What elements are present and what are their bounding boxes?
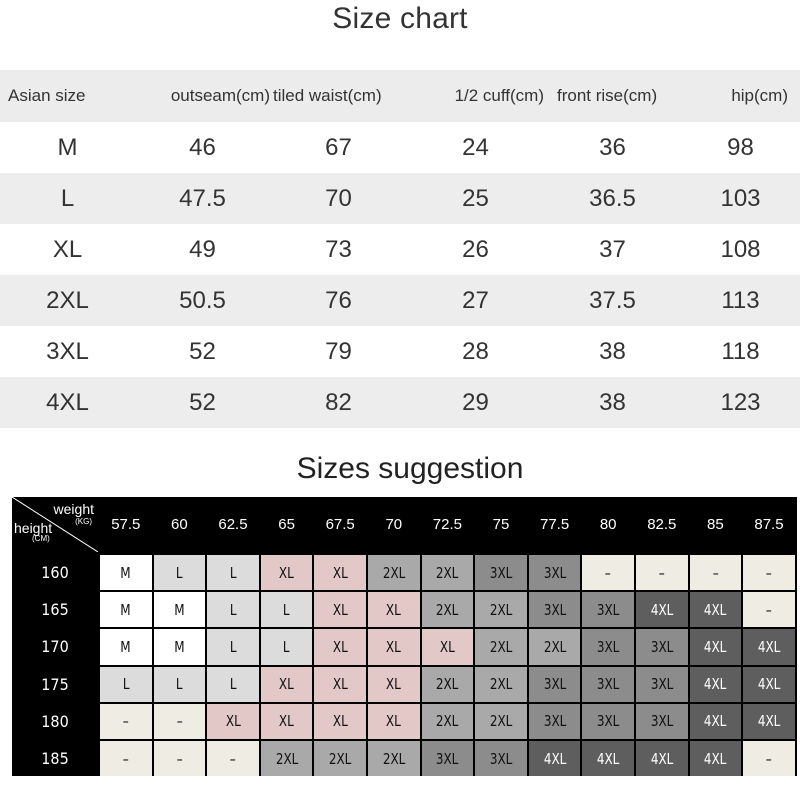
suggestion-cell-label: L [229,600,237,619]
suggestion-cell [529,629,581,664]
weight-header: 65 [261,497,313,552]
suggestion-cell-label: 4XL [543,749,566,768]
suggestion-cell-label: 2XL [489,637,513,656]
suggestion-cell [314,592,366,627]
suggestion-cell [475,704,527,739]
size-cell: 24 [407,122,544,173]
suggestion-cell-label: 2XL [489,675,513,694]
suggestion-cell-label: 2XL [436,600,459,619]
suggestion-cell-label: 3XL [489,563,513,582]
header-front-rise: front rise(cm) [544,70,681,122]
suggestion-cell-label: 2XL [543,637,566,656]
suggestion-cell [154,629,206,664]
suggestion-cell [207,667,259,702]
suggestion-cell [314,629,366,664]
suggestion-cell-label: 3XL [650,675,674,694]
suggestion-cell [529,704,581,739]
suggestion-cell-label: 4XL [704,600,727,619]
weight-header: 62.5 [207,497,259,552]
suggestion-cell [529,555,581,590]
suggestion-cell-label: XL [332,675,348,694]
size-row [0,122,800,173]
suggestion-cell-label: XL [439,637,455,656]
suggestion-cell [261,741,313,776]
size-cell: 123 [681,377,800,428]
suggestion-cell-label: 3XL [543,712,566,731]
size-row [0,326,800,377]
suggestion-cell [368,592,420,627]
suggestion-cell-label: XL [225,712,241,731]
size-cell: 29 [407,377,544,428]
weight-header: 80 [582,497,634,552]
suggestion-cell-label: L [176,675,183,694]
size-cell: 3XL [0,326,135,377]
suggestion-cell [690,741,742,776]
suggestion-cell [314,555,366,590]
suggestion-cell [690,667,742,702]
suggestion-cell [314,704,366,739]
size-row [0,173,800,224]
suggestion-cell [636,555,688,590]
suggestion-cell-label: XL [386,675,402,694]
suggestion-cell [743,667,795,702]
suggestion-cell [582,629,634,664]
suggestion-cell-label: 2XL [382,563,406,582]
suggestion-cell [154,741,206,776]
suggestion-cell-label: XL [279,675,295,694]
size-cell: 38 [544,326,681,377]
height-header: 165 [12,592,98,627]
weight-header: 77.5 [529,497,581,552]
suggestion-cell-label: 3XL [543,563,566,582]
height-header: 175 [12,667,98,702]
suggestion-cell [422,667,474,702]
corner-weight-unit: (KG) [75,517,92,526]
size-cell: 4XL [0,377,135,428]
suggestion-cell [636,629,688,664]
suggestion-cell [690,704,742,739]
suggestion-cell-label: M [174,637,185,656]
weight-header: 57.5 [100,497,152,552]
size-cell: 70 [270,173,407,224]
suggestion-cell [368,629,420,664]
suggestion-cell [261,592,313,627]
suggestion-cell [207,704,259,739]
size-cell: 46 [135,122,270,173]
size-chart-title: Size chart [332,2,468,35]
suggestion-cell-label: – [765,600,772,619]
suggestion-cell-label: XL [279,563,295,582]
suggestion-cell-label: 2XL [275,749,298,768]
suggestion-cell [314,741,366,776]
suggestion-cell [368,704,420,739]
size-cell: 98 [681,122,800,173]
suggestion-cell-label: L [229,675,237,694]
size-chart-header-row [0,70,800,122]
suggestion-cell-label: M [174,600,185,619]
suggestion-cell [314,667,366,702]
height-header: 170 [12,629,98,664]
suggestion-cell-label: 2XL [489,712,513,731]
suggestion-cell [207,592,259,627]
suggestion-cell [368,555,420,590]
suggestion-cell-label: 2XL [436,563,459,582]
suggestion-cell [207,555,259,590]
suggestion-cell-label: 4XL [596,749,620,768]
suggestion-cell [100,555,152,590]
suggestion-cell [743,592,795,627]
suggestion-cell [636,592,688,627]
size-cell: 118 [681,326,800,377]
suggestion-cell [582,555,634,590]
suggestion-cell [475,629,527,664]
suggestion-cell [529,667,581,702]
suggestion-cell-label: 4XL [650,600,674,619]
suggestion-cell-label: L [122,675,130,694]
size-cell: 2XL [0,275,135,326]
suggestion-cell [261,667,313,702]
size-row [0,275,800,326]
suggestion-cell [154,592,206,627]
suggestion-cell [207,741,259,776]
header-tiled-waist: tiled waist(cm) [270,70,407,122]
suggestion-cell-label: 4XL [704,675,727,694]
suggestion-cell [582,704,634,739]
size-cell: 79 [270,326,407,377]
header-asian-size: Asian size [0,70,135,122]
suggestion-cell [529,741,581,776]
suggestion-cell [690,629,742,664]
suggestion-cell-label: 4XL [704,712,727,731]
corner-weight-label: weight [53,501,94,517]
suggestion-cell [690,555,742,590]
corner-height-label: height [14,520,53,536]
suggestion-cell-label: XL [386,712,402,731]
suggestion-cell [100,704,152,739]
weight-header: 75 [475,497,527,552]
suggestion-cell [475,555,527,590]
header-half-cuff: 1/2 cuff(cm) [407,70,544,122]
height-header: 180 [12,704,98,739]
size-cell: 37 [544,224,681,275]
corner-height-unit: (CM) [32,534,50,543]
size-cell: 37.5 [544,275,681,326]
size-cell: 36.5 [544,173,681,224]
suggestion-cell [422,555,474,590]
size-cell: 52 [135,377,270,428]
suggestion-cell [690,592,742,627]
height-header: 185 [12,741,98,776]
suggestion-cell-label: L [229,637,237,656]
size-cell: 52 [135,326,270,377]
suggestion-cell [261,704,313,739]
suggestion-cell [475,741,527,776]
suggestion-cell-label: 4XL [757,637,781,656]
size-row [0,377,800,428]
suggestion-cell [582,592,634,627]
suggestion-cell-label: XL [332,600,348,619]
suggestion-cell [422,741,474,776]
size-cell: 25 [407,173,544,224]
suggestion-cell [743,704,795,739]
suggestion-cell-label: 4XL [757,712,781,731]
suggestion-cell [100,592,152,627]
suggestion-cell-label: – [122,712,129,731]
suggestion-cell-label: XL [279,712,295,731]
suggestion-cell [154,704,206,739]
size-cell: 38 [544,377,681,428]
suggestion-cell [636,704,688,739]
size-cell: XL [0,224,135,275]
suggestion-cell-label: 2XL [489,600,513,619]
suggestion-cell [100,741,152,776]
weight-header: 67.5 [314,497,366,552]
suggestion-cell [261,555,313,590]
size-cell: 82 [270,377,407,428]
suggestion-cell [261,629,313,664]
grid-corner [12,497,98,552]
suggestion-cell [422,704,474,739]
suggestion-cell-label: XL [332,563,348,582]
suggestion-cell-label: L [176,563,183,582]
suggestion-cell-label: 3XL [489,749,513,768]
size-cell: 47.5 [135,173,270,224]
suggestion-cell-label: – [122,749,129,768]
suggestion-cell-label: 3XL [596,637,620,656]
suggestion-cell [636,667,688,702]
suggestion-cell-label: – [658,563,665,582]
size-row [0,224,800,275]
size-cell: 108 [681,224,800,275]
size-chart-table [0,70,800,428]
sizes-suggestion-title: Sizes suggestion [296,452,524,485]
suggestion-cell-label: M [120,600,131,619]
header-outseam: outseam(cm) [135,70,270,122]
suggestion-cell-label: – [712,563,719,582]
size-cell: 76 [270,275,407,326]
height-header: 160 [12,555,98,590]
suggestion-cell-label: 3XL [650,712,674,731]
weight-header: 87.5 [743,497,795,552]
weight-header: 72.5 [422,497,474,552]
suggestion-cell-label: 4XL [704,749,727,768]
suggestion-cell-label: 3XL [543,675,566,694]
suggestion-cell-label: – [176,749,183,768]
suggestion-cell-label: – [229,749,236,768]
suggestion-cell [475,667,527,702]
size-cell: 36 [544,122,681,173]
size-cell: 67 [270,122,407,173]
suggestion-cell [743,629,795,664]
size-cell: 113 [681,275,800,326]
suggestion-cell [422,592,474,627]
suggestion-cell [582,741,634,776]
suggestion-cell [100,629,152,664]
suggestion-cell-label: 4XL [650,749,674,768]
suggestion-cell-label: 3XL [596,675,620,694]
suggestion-cell-label: 2XL [436,712,459,731]
suggestion-cell-label: XL [386,637,402,656]
suggestion-cell [154,555,206,590]
suggestion-cell [207,629,259,664]
suggestion-cell-label: – [605,563,612,582]
size-cell: 27 [407,275,544,326]
suggestion-cell [422,629,474,664]
suggestion-cell-label: 3XL [436,749,459,768]
weight-header: 85 [690,497,742,552]
suggestion-cell [743,555,795,590]
suggestion-cell-label: L [283,637,290,656]
size-cell: M [0,122,135,173]
sizes-suggestion-grid [12,497,797,776]
suggestion-cell [743,741,795,776]
size-cell: 73 [270,224,407,275]
suggestion-cell [100,667,152,702]
suggestion-cell-label: 2XL [328,749,352,768]
suggestion-cell [475,592,527,627]
size-cell: 103 [681,173,800,224]
size-cell: 26 [407,224,544,275]
suggestion-cell-label: 3XL [650,637,674,656]
suggestion-cell [154,667,206,702]
suggestion-cell-label: XL [332,712,348,731]
suggestion-cell [368,667,420,702]
header-hip: hip(cm) [681,70,800,122]
suggestion-cell [368,741,420,776]
suggestion-cell-label: M [120,637,131,656]
size-cell: L [0,173,135,224]
suggestion-cell-label: – [765,563,772,582]
suggestion-cell [529,592,581,627]
suggestion-cell-label: M [120,563,131,582]
suggestion-cell-label: XL [386,600,402,619]
suggestion-cell-label: 3XL [596,712,620,731]
suggestion-cell-label: 4XL [757,675,781,694]
suggestion-cell-label: 2XL [436,675,459,694]
suggestion-cell [582,667,634,702]
suggestion-cell-label: – [765,749,772,768]
size-cell: 50.5 [135,275,270,326]
suggestion-cell-label: 3XL [596,600,620,619]
weight-header: 82.5 [636,497,688,552]
suggestion-cell-label: L [283,600,290,619]
suggestion-cell-label: XL [332,637,348,656]
suggestion-cell-label: 3XL [543,600,566,619]
suggestion-cell-label: L [229,563,237,582]
suggestion-cell-label: 2XL [382,749,406,768]
suggestion-cell-label: – [176,712,183,731]
suggestion-cell-label: 4XL [704,637,727,656]
size-cell: 28 [407,326,544,377]
suggestion-cell [636,741,688,776]
size-cell: 49 [135,224,270,275]
weight-header: 60 [154,497,206,552]
weight-header: 70 [368,497,420,552]
